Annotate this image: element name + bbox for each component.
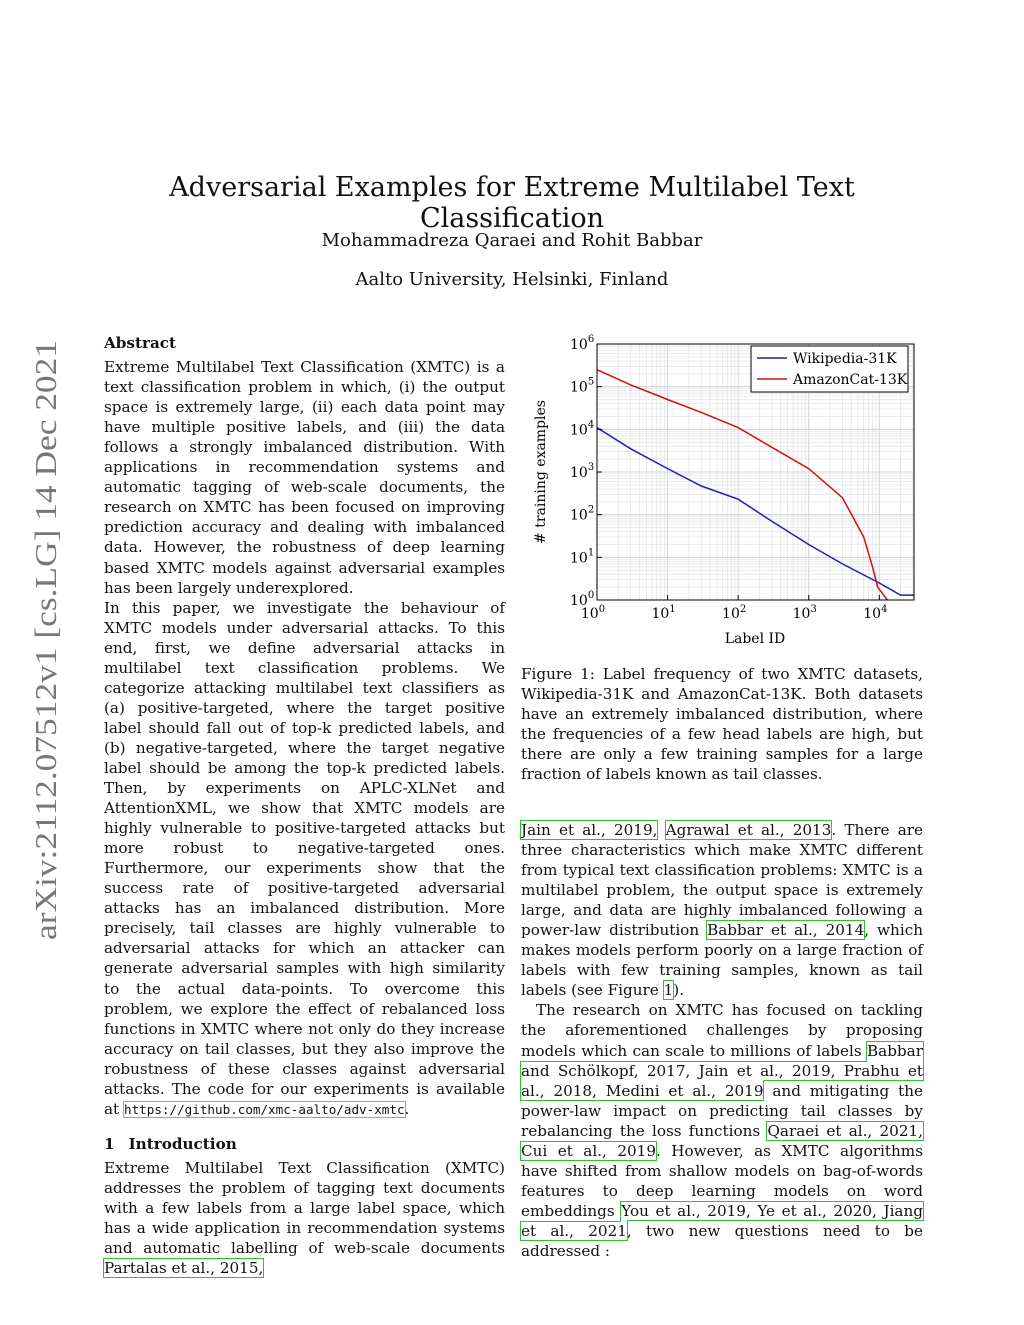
abstract-paragraph-1: Extreme Multilabel Text Classification (XMTC) is a text classification problem in which, (i) the output space is extremely large, (ii) each data point may have multiple positive labels, and (iii) the data follows a strongly imbalanced distribution. With applications in recommendation systems and automatic tagging of web-scale documents, the research on XMTC has been focused on improving prediction accuracy and dealing with imbalanced data. However, the robustness of deep learning based XMTC models against adversarial examples has been largely underexplored. bbox=[104, 358, 505, 597]
right-text-c: ). bbox=[673, 981, 685, 1000]
x-tick-exponent: 3 bbox=[810, 604, 817, 615]
chart-legend bbox=[751, 346, 908, 392]
citation-group-deep-models[interactable]: You et al., 2019, Ye et al., 2020, Jiang et al., 2021 bbox=[521, 1201, 923, 1240]
x-tick-exponent: 0 bbox=[598, 604, 606, 615]
figure-reference[interactable]: 1 bbox=[663, 981, 674, 1000]
abstract-paragraph-2-text: In this paper, we investigate the behaviour of XMTC models under adversarial attacks. To this end, first, we define adversarial attacks in multilabel text classification problems. We categorize attacking multilabel text classifiers as (a) positive-targeted, where the target positive label should fall out of top-k predicted labels, and (b) negative-targeted, where the target negative label should be among the top-k predicted labels. Then, by experiments on APLC-XLNet and AttentionXML, we show that XMTC models are highly vulnerable to positive-targeted attacks but more robust to negative-targeted ones. Furthermore, our experiments show that the success rate of positive-targeted adversarial attacks has an imbalanced distribution. More precisely, tail classes are highly vulnerable to adversarial attacks for which an attacker can generate adversarial samples with high similarity to the actual data-points. To overcome this problem, we explore the effect of rebalanced loss functions in XMTC where not only do they increase accuracy on tail classes, but they also improve the robustness of these classes against adversarial attacks. The code for our experiments is available at bbox=[104, 598, 505, 1118]
y-tick-label: $10^6$ bbox=[570, 334, 595, 353]
legend-label-amazoncat: AmazonCat-13K bbox=[793, 372, 908, 388]
y-tick-exponent: 2 bbox=[587, 504, 595, 516]
arxiv-identifier bbox=[14, 330, 74, 970]
intro-heading bbox=[104, 1134, 505, 1154]
right-text-p2c: . However, as XMTC algorithms have shifted from shallow models on bag-of-words features to deep learning models on word embeddings bbox=[521, 1141, 923, 1220]
arxiv-id-text: arXiv:2112.07512v1 [cs.LG] 14 Dec 2021 bbox=[28, 414, 63, 940]
abstract-period: . bbox=[404, 1099, 410, 1118]
x-tick-exponent: 2 bbox=[739, 604, 747, 615]
section-title: Introduction bbox=[128, 1134, 237, 1153]
right-text-p2b: and mitigating the power-law impact on predicting tail classes by rebalancing the loss functions bbox=[521, 1081, 923, 1140]
authors: Mohammadreza Qaraei and Rohit Babbar bbox=[321, 230, 703, 251]
citation-agrawal[interactable]: Agrawal et al., 2013 bbox=[665, 821, 832, 839]
right-text-a: . There are three characteristics which make XMTC different from typical text classification problems: XMTC is a multilabel problem, the output space is extremely large, and data are highly imbalanced following a power-law distribution bbox=[521, 821, 924, 940]
code-link[interactable]: https://github.com/xmc-aalto/adv-xmtc bbox=[124, 1101, 405, 1117]
y-tick-label: $10^2$ bbox=[570, 504, 595, 524]
abstract-heading: Abstract bbox=[104, 334, 177, 352]
y-tick-exponent: 1 bbox=[587, 547, 595, 559]
x-tick-exponent: 1 bbox=[669, 604, 676, 615]
affiliation: Aalto University, Helsinki, Finland bbox=[355, 269, 669, 290]
y-tick-exponent: 0 bbox=[587, 590, 595, 601]
x-tick-label: $10^2$ bbox=[722, 604, 747, 622]
label-frequency-chart bbox=[521, 334, 923, 654]
legend-label-wikipedia: Wikipedia-31K bbox=[793, 351, 897, 367]
figure-1 bbox=[521, 334, 923, 654]
x-tick-exponent: 4 bbox=[881, 604, 888, 615]
intro-paragraph bbox=[104, 1158, 505, 1278]
right-text-p2a: The research on XMTC has focused on tackling the aforementioned challenges by proposing models which can scale to millions of labels bbox=[521, 1001, 923, 1060]
citation-partalas[interactable]: Partalas et al., 2015, bbox=[104, 1259, 264, 1278]
right-paragraph-2 bbox=[521, 1000, 923, 1261]
y-tick-exponent: 6 bbox=[587, 334, 595, 345]
left-column bbox=[104, 333, 505, 1278]
paper-title: Adversarial Examples for Extreme Multilabel Text Classification bbox=[169, 172, 855, 234]
y-tick-exponent: 3 bbox=[587, 462, 595, 473]
y-tick-label: $10^1$ bbox=[570, 547, 595, 567]
x-ticks bbox=[581, 595, 888, 622]
y-tick-label: $10^4$ bbox=[570, 419, 595, 439]
right-text-p2d: , two new questions need to be addressed : bbox=[521, 1221, 923, 1260]
right-paragraph-1 bbox=[521, 820, 923, 1000]
citation-jain[interactable]: Jain et al., 2019, bbox=[521, 821, 658, 839]
citation-group-scalability[interactable]: Babbar and Schölkopf, 2017, Jain et al., 2019, Prabhu et al., 2018, Medini et al., 2019 bbox=[521, 1041, 923, 1100]
intro-text: Extreme Multilabel Text Classification (XMTC) addresses the problem of tagging text documents with a few labels from a large label space, which has a wide application in recommendation systems and automatic labelling of web-scale documents bbox=[104, 1158, 505, 1258]
right-column-body bbox=[521, 820, 923, 1261]
y-tick-label: $10^3$ bbox=[570, 462, 595, 481]
figure-caption: Figure 1: Label frequency of two XMTC datasets, Wikipedia-31K and AmazonCat-13K. Both datasets have an extremely imbalanced distribution, where the frequencies of a few head labels are high, but there are only a few training samples for a large fraction of labels known as tail classes. bbox=[521, 665, 923, 784]
x-axis-label: Label ID bbox=[724, 631, 786, 647]
x-tick-label: $10^0$ bbox=[580, 604, 606, 622]
y-tick-exponent: 5 bbox=[587, 376, 595, 388]
right-text-b: , which makes models perform poorly on a large fraction of labels with few training samples, known as tail labels (see Figure bbox=[521, 921, 923, 1000]
section-number: 1 bbox=[104, 1134, 115, 1153]
x-tick-label: $10^3$ bbox=[792, 604, 817, 622]
x-tick-label: $10^4$ bbox=[863, 604, 888, 622]
x-tick-label: $10^1$ bbox=[651, 604, 676, 622]
y-tick-exponent: 4 bbox=[587, 419, 595, 431]
y-tick-label: $10^0$ bbox=[570, 590, 595, 609]
citation-group-rebalancing[interactable]: Qaraei et al., 2021, Cui et al., 2019 bbox=[521, 1121, 923, 1160]
citation-babbar-2014[interactable]: Babbar et al., 2014 bbox=[707, 921, 865, 940]
abstract-paragraph-2 bbox=[104, 598, 505, 1120]
y-tick-label: $10^5$ bbox=[570, 376, 595, 396]
y-axis-label: # training examples bbox=[533, 400, 549, 544]
